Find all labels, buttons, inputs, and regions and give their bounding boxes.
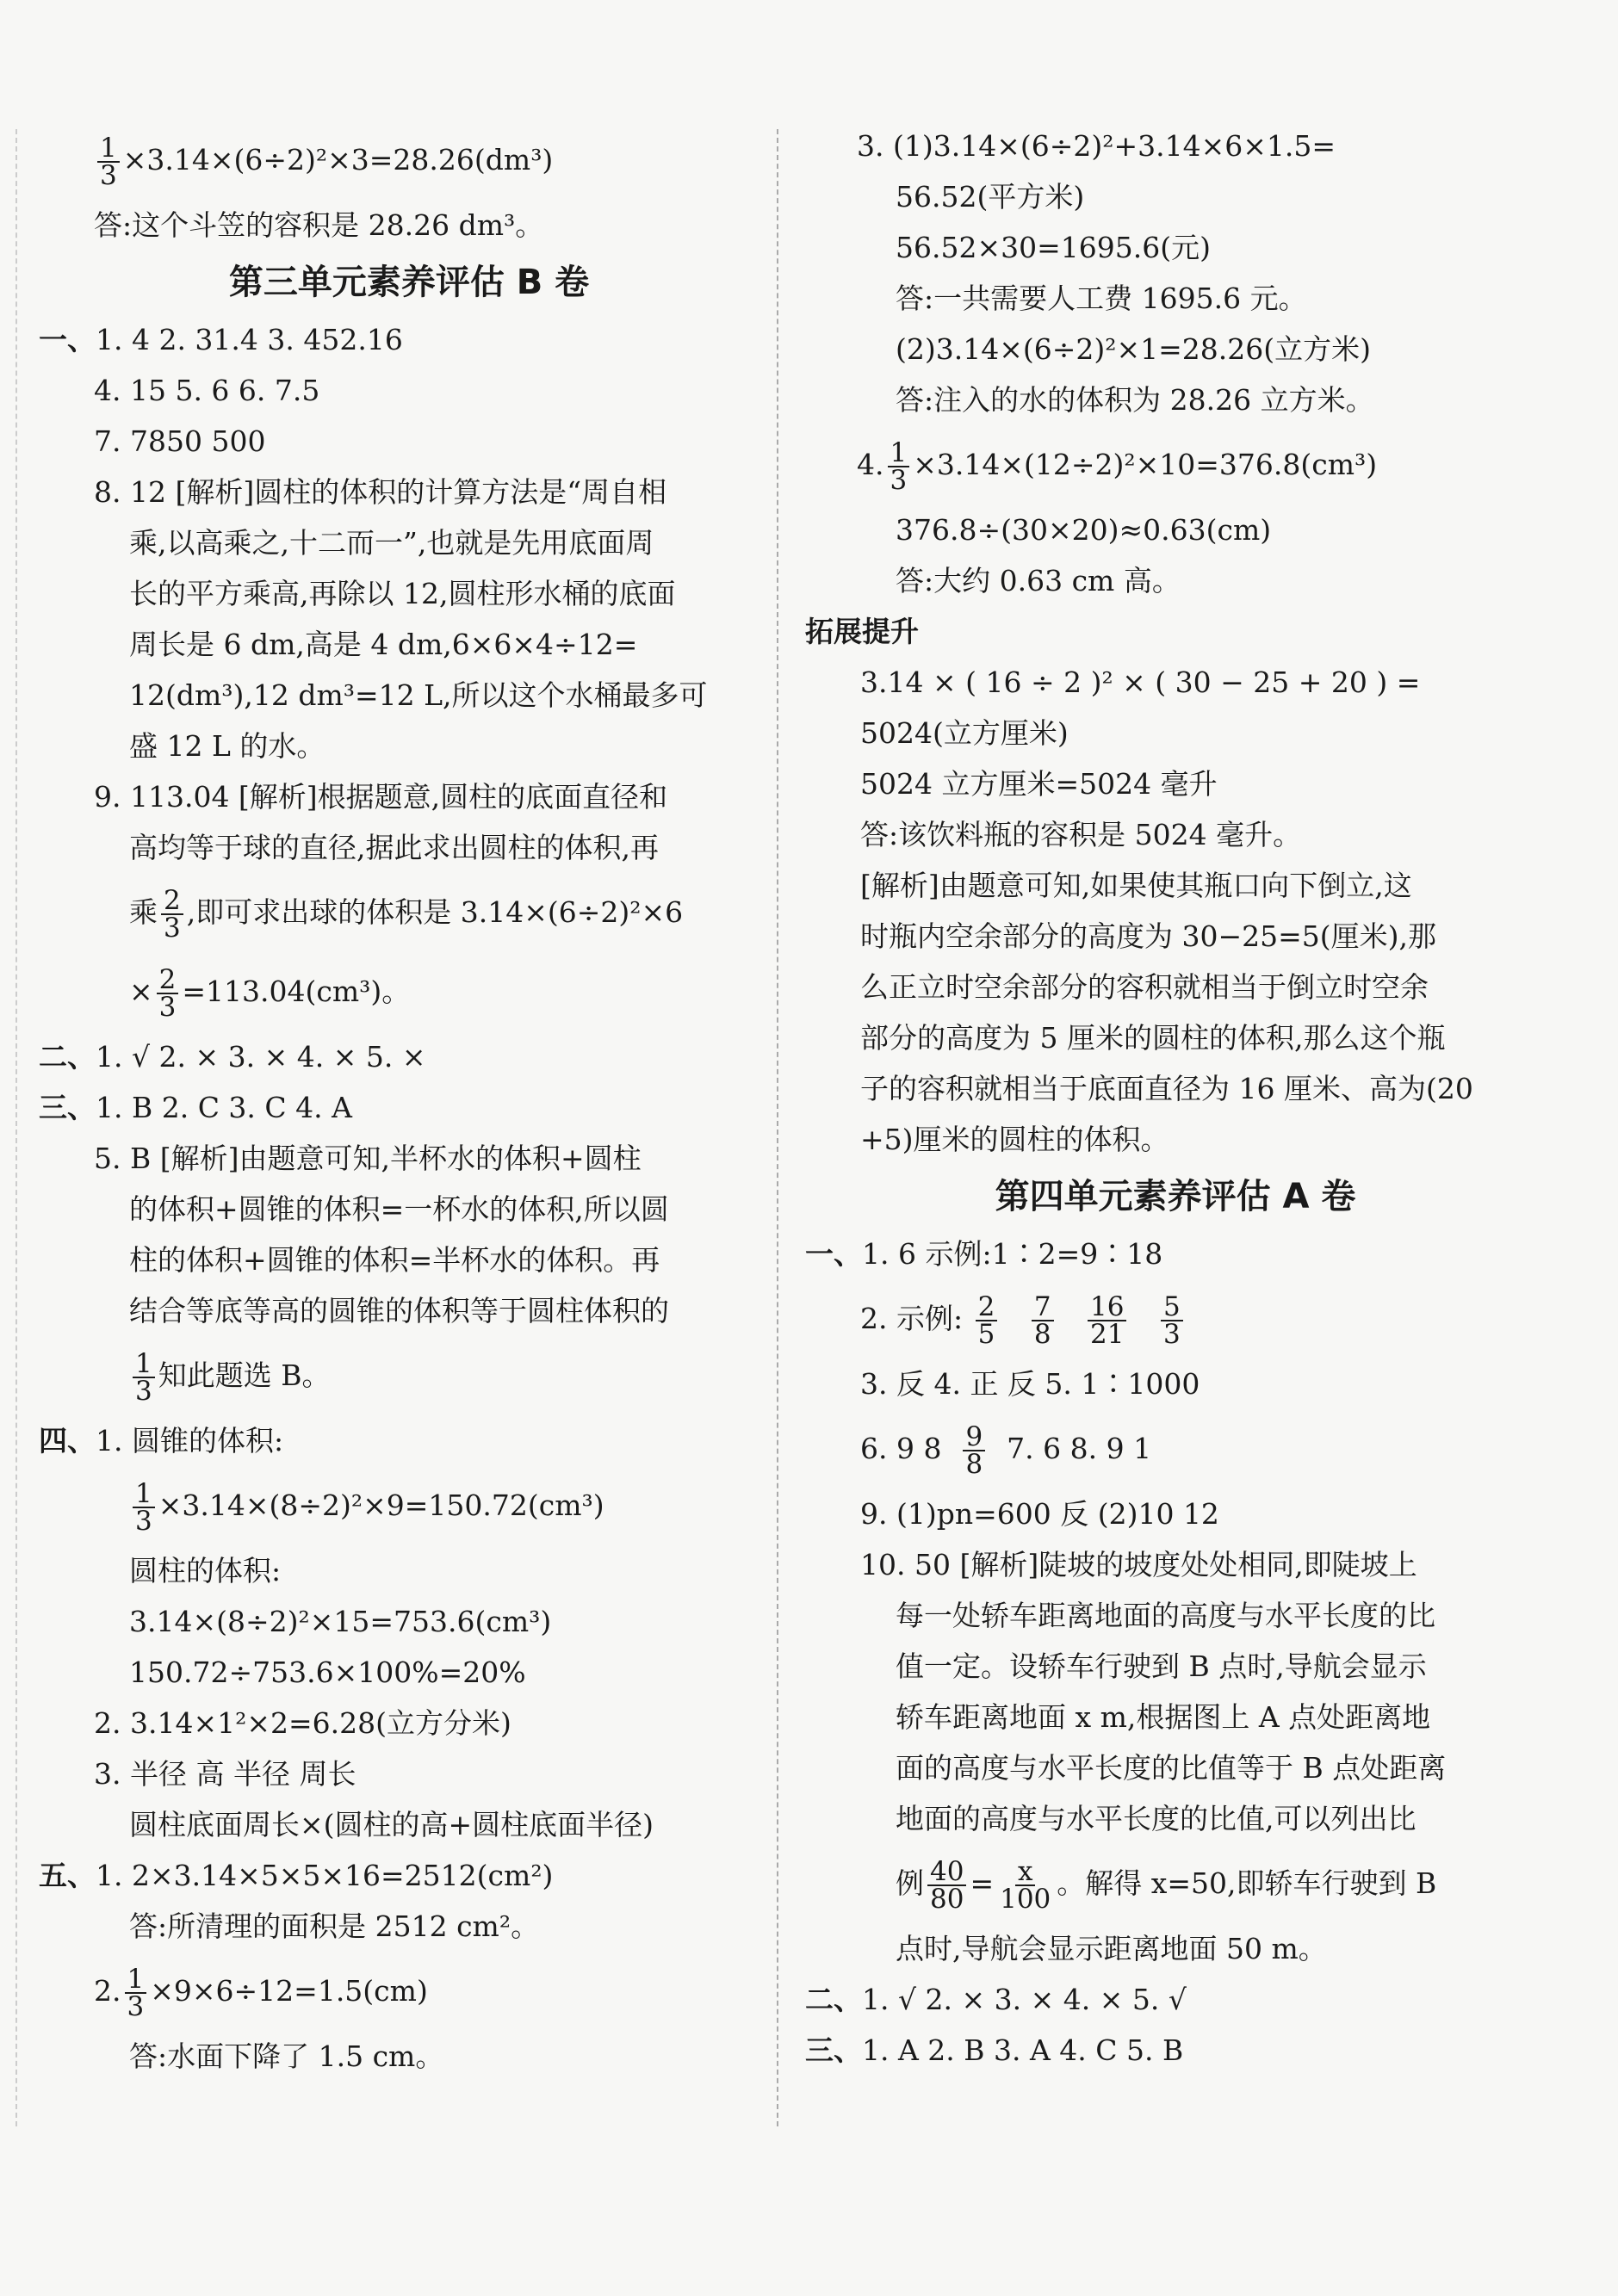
answer-line: 56.52(平方米) — [896, 180, 1085, 214]
answer-line: 56.52×30=1695.6(元) — [896, 231, 1211, 264]
fraction: $\frac{9}{8}$ — [963, 1424, 985, 1477]
part-heading: 三、 — [805, 2033, 862, 2067]
answer-line: 6. 9 8 $\frac{9}{8}$ 7. 6 8. 9 1 — [860, 1421, 1152, 1480]
fraction: $\frac{1}{3}$ — [97, 135, 120, 189]
answer-line: 2. 示例: $\frac{2}{5}$ $\frac{7}{8}$ $\frac{16}{21}$ $\frac{5}{3}$ — [805, 1279, 1546, 1358]
fraction: $\frac{7}{8}$ — [1032, 1294, 1054, 1347]
analysis-line: 12(dm³),12 dm³=12 L,所以这个水桶最多可 — [129, 678, 708, 712]
answer-line: 答:一共需要人工费 1695.6 元。 — [896, 282, 1307, 315]
answer-line: 3.14 × ( 16 ÷ 2 )² × ( 30 − 25 + 20 ) = — [860, 665, 1421, 699]
analysis-line: 面的高度与水平长度的比值等于 B 点处距离 — [896, 1751, 1447, 1785]
formula-line: 圆柱的体积: — [129, 1554, 282, 1587]
part-heading: 二、 — [805, 1983, 862, 2016]
answer-line: 4. 15 5. 6 6. 7.5 — [94, 374, 320, 407]
part-heading: 一、 — [39, 323, 96, 356]
fraction: $\frac{1}{3}$ — [125, 1966, 147, 2020]
answer-line: 1. 6 示例:1∶2=9∶18 — [862, 1237, 1163, 1271]
analysis-line: 9. 113.04 [解析]根据题意,圆柱的底面直径和 — [94, 780, 668, 814]
analysis-line: 盛 12 L 的水。 — [129, 729, 325, 763]
analysis-line: 乘,以高乘之,十二而一”,也就是先用底面周 — [129, 526, 654, 560]
analysis-line: 值一定。设轿车行驶到 B 点时,导航会显示 — [896, 1649, 1427, 1683]
answer-line: 答:这个斗笠的容积是 28.26 dm³。 — [94, 208, 544, 242]
formula-line: 3.14×(8÷2)²×15=753.6(cm³) — [129, 1605, 552, 1638]
analysis-line: $\frac{1}{3}$ 知此题选 B。 — [39, 1336, 779, 1415]
analysis-line: 结合等底等高的圆锥的体积等于圆柱体积的 — [129, 1294, 669, 1327]
fraction: $\frac{2}{3}$ — [161, 888, 183, 941]
part-heading: 四、 — [39, 1424, 96, 1457]
answer-line: 圆柱底面周长×(圆柱的高+圆柱底面半径) — [129, 1808, 654, 1841]
analysis-line: 点时,导航会显示距离地面 50 m。 — [896, 1932, 1327, 1965]
answer-line: 376.8÷(30×20)≈0.63(cm) — [896, 513, 1272, 547]
answer-line: 9. (1)pn=600 反 (2)10 12 — [860, 1497, 1219, 1531]
analysis-line: 例 $\frac{40}{80}$ = $\frac{x}{100}$ 。解得 x=50,即轿车行驶到 B — [896, 1856, 1437, 1915]
analysis-line: 8. 12 [解析]圆柱的体积的计算方法是“周自相 — [94, 475, 667, 509]
analysis-line: 高均等于球的直径,据此求出圆柱的体积,再 — [129, 831, 659, 864]
margin-line — [15, 129, 17, 2126]
formula-line: 4. $\frac{1}{3}$ ×3.14×(12÷2)²×10=376.8(cm³) — [857, 437, 1378, 496]
cone-volume-formula: $\frac{1}{3}$ ×3.14×(6÷2)²×3=28.26(dm³) — [39, 121, 779, 200]
analysis-line: 轿车距离地面 x m,根据图上 A 点处距离地 — [896, 1700, 1431, 1734]
answer-line: 1. 圆锥的体积: — [96, 1424, 284, 1457]
formula-line: 150.72÷753.6×100%=20% — [129, 1655, 526, 1689]
fraction: $\frac{40}{80}$ — [927, 1859, 966, 1912]
fraction: $\frac{2}{3}$ — [157, 967, 179, 1020]
answer-line: 答:大约 0.63 cm 高。 — [896, 564, 1181, 597]
analysis-line: 的体积+圆锥的体积=一杯水的体积,所以圆 — [129, 1192, 669, 1226]
answer-line: 答:该饮料瓶的容积是 5024 毫升。 — [860, 818, 1302, 851]
answer-line: 1. √ 2. × 3. × 4. × 5. × — [96, 1040, 426, 1074]
analysis-line: 周长是 6 dm,高是 4 dm,6×6×4÷12= — [129, 628, 638, 661]
right-column — [805, 121, 1546, 2076]
answer-line: 1. 2×3.14×5×5×16=2512(cm²) — [96, 1859, 554, 1892]
fraction: $\frac{16}{21}$ — [1088, 1294, 1126, 1347]
part-heading: 二、 — [39, 1040, 96, 1074]
analysis-line: [解析]由题意可知,如果使其瓶口向下倒立,这 — [860, 869, 1412, 902]
answer-line: 1. B 2. C 3. C 4. A — [96, 1091, 352, 1124]
extension-title: 拓展提升 — [805, 615, 919, 648]
fraction: $\frac{1}{3}$ — [888, 440, 910, 493]
left-column — [39, 121, 779, 2082]
answer-line: 1. 4 2. 31.4 3. 452.16 — [96, 323, 403, 356]
analysis-line: 部分的高度为 5 厘米的圆柱的体积,那么这个瓶 — [860, 1021, 1446, 1055]
answer-line: 1. A 2. B 3. A 4. C 5. B — [862, 2033, 1184, 2067]
part-heading: 三、 — [39, 1091, 96, 1124]
fraction: $\frac{1}{3}$ — [133, 1481, 155, 1534]
analysis-line: × $\frac{2}{3}$ =113.04(cm³)。 — [129, 964, 411, 1023]
fraction: $\frac{2}{5}$ — [976, 1294, 998, 1347]
analysis-line: 每一处轿车距离地面的高度与水平长度的比 — [896, 1599, 1435, 1632]
answer-line: (2)3.14×(6÷2)²×1=28.26(立方米) — [896, 332, 1372, 366]
answer-line: 7. 7850 500 — [94, 424, 266, 458]
answer-line: 5024(立方厘米) — [860, 716, 1069, 750]
answer-line: 3. 半径 高 半径 周长 — [94, 1757, 356, 1791]
answer-line: 3. (1)3.14×(6÷2)²+3.14×6×1.5= — [857, 129, 1336, 163]
analysis-line: 乘 $\frac{2}{3}$ ,即可求出球的体积是 3.14×(6÷2)²×6 — [129, 885, 684, 944]
answer-line: 1. √ 2. × 3. × 4. × 5. √ — [862, 1983, 1187, 2016]
fraction: $\frac{1}{3}$ — [133, 1351, 155, 1404]
section-title-unit3-b: 第三单元素养评估 B 卷 — [228, 263, 590, 302]
analysis-line: 时瓶内空余部分的高度为 30−25=5(厘米),那 — [860, 919, 1437, 953]
section-title-unit4-a: 第四单元素养评估 A 卷 — [995, 1177, 1356, 1216]
answer-line: 5024 立方厘米=5024 毫升 — [860, 767, 1218, 801]
analysis-line: 10. 50 [解析]陡坡的坡度处处相同,即陡坡上 — [860, 1548, 1417, 1581]
analysis-line: 地面的高度与水平长度的比值,可以列出比 — [896, 1802, 1417, 1835]
analysis-line: 子的容积就相当于底面直径为 16 厘米、高为(20 — [860, 1072, 1473, 1105]
analysis-line: 柱的体积+圆锥的体积=半杯水的体积。再 — [129, 1243, 660, 1277]
analysis-line: 5. B [解析]由题意可知,半杯水的体积+圆柱 — [94, 1142, 642, 1175]
analysis-line: +5)厘米的圆柱的体积。 — [860, 1123, 1169, 1156]
answer-line: 2. 3.14×1²×2=6.28(立方分米) — [94, 1706, 511, 1740]
fraction: $\frac{x}{100}$ — [1000, 1856, 1051, 1915]
analysis-line: 长的平方乘高,再除以 12,圆柱形水桶的底面 — [129, 577, 676, 610]
formula-line: 2. $\frac{1}{3}$ ×9×6÷12=1.5(cm) — [94, 1964, 428, 2022]
answer-line: 答:水面下降了 1.5 cm。 — [129, 2039, 444, 2073]
answer-line: 答:所清理的面积是 2512 cm²。 — [129, 1909, 540, 1943]
answer-line: 3. 反 4. 正 反 5. 1∶1000 — [860, 1367, 1200, 1401]
part-heading: 五、 — [39, 1859, 96, 1892]
fraction: $\frac{5}{3}$ — [1161, 1294, 1183, 1347]
formula-line: $\frac{1}{3}$ ×3.14×(8÷2)²×9=150.72(cm³) — [39, 1466, 779, 1545]
part-heading: 一、 — [805, 1237, 862, 1271]
answer-line: 答:注入的水的体积为 28.26 立方米。 — [896, 383, 1374, 417]
analysis-line: 么正立时空余部分的容积就相当于倒立时空余 — [860, 970, 1429, 1004]
